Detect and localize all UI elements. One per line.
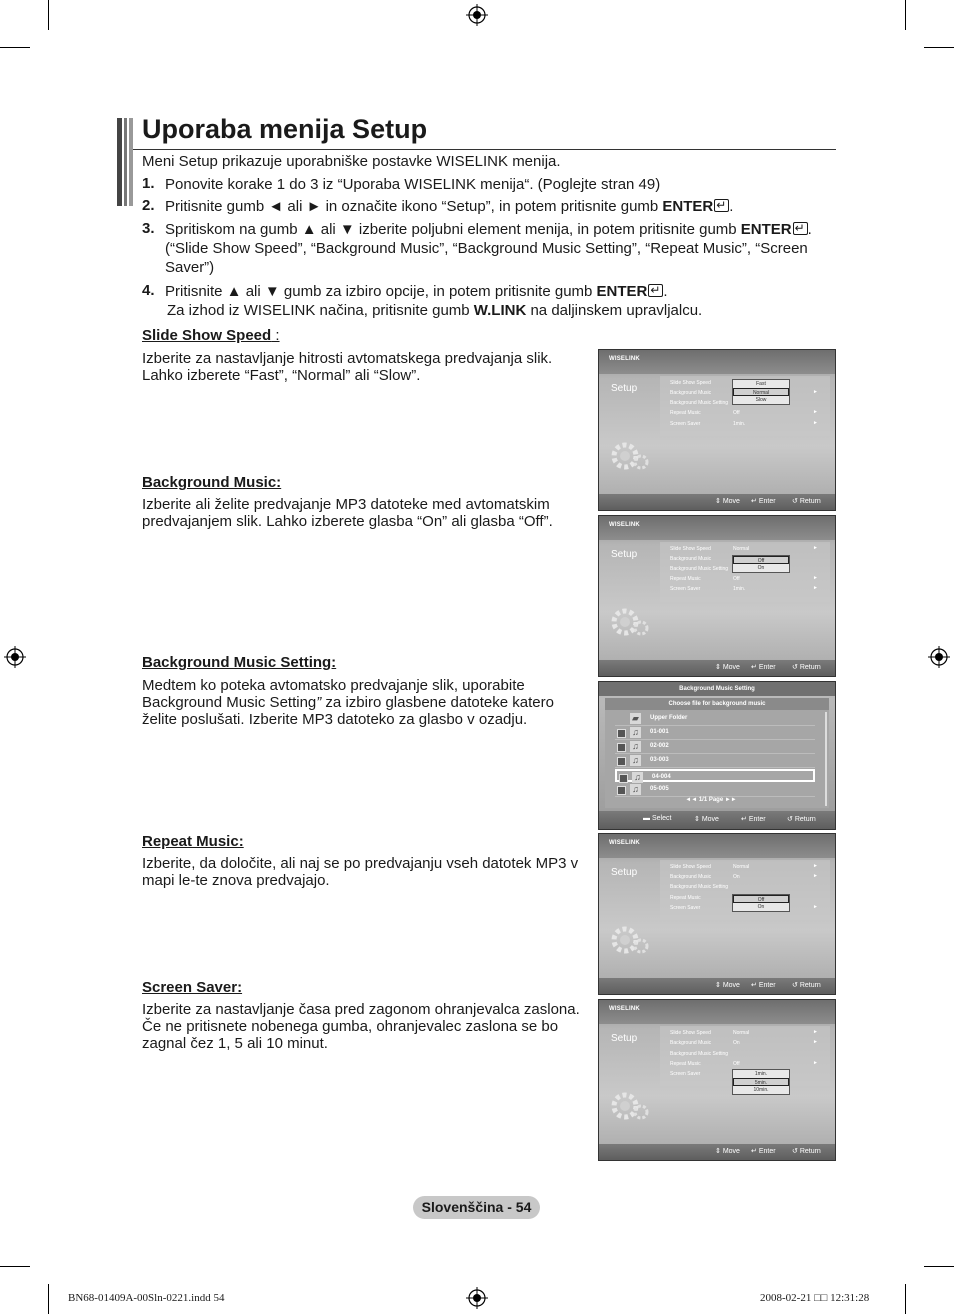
step-text-line: (“Slide Show Speed”, “Background Music”, “Background Music Setting”, “Repeat Music”, “Screen bbox=[165, 240, 808, 257]
file-name: 04-004 bbox=[652, 774, 671, 780]
enter-label: Enter bbox=[748, 816, 766, 823]
crop-mark bbox=[905, 0, 906, 30]
osd-option-selected[interactable]: Normal bbox=[733, 388, 789, 396]
list-item[interactable] bbox=[615, 740, 815, 754]
osd-bottom-bar bbox=[599, 978, 835, 994]
section-text: Izberite za nastavljanje časa pred zagonom ohranjevalca zaslona. Če ne pritisnete nobenega gumba, ohranjevalec zaslona se bo zagnal čez 1, 5 ali 10 minut. bbox=[142, 1001, 580, 1052]
return-label: Return bbox=[799, 1148, 821, 1155]
chevron-right-icon: ► bbox=[813, 1029, 818, 1035]
osd-row[interactable] bbox=[670, 1040, 820, 1048]
osd-option-selected[interactable]: Off bbox=[733, 556, 789, 564]
music-note-icon: ♫ bbox=[630, 741, 641, 752]
intro-text: Meni Setup prikazuje uporabniške postavke WISELINK menija. bbox=[142, 153, 561, 170]
enter-hint: ↵ Enter bbox=[751, 498, 776, 505]
section-heading-slide-show-speed bbox=[142, 327, 280, 344]
return-label: Return bbox=[799, 982, 821, 989]
osd-row-value: Off bbox=[733, 1061, 740, 1067]
enter-hint: ↵ Enter bbox=[751, 982, 776, 989]
browser-title: Background Music Setting bbox=[599, 682, 835, 696]
osd-top-bar bbox=[599, 350, 835, 374]
osd-row[interactable] bbox=[670, 1030, 820, 1038]
osd-screen-slide-show-speed bbox=[598, 349, 836, 511]
wiselink-logo: WISELINK bbox=[609, 1006, 640, 1012]
enter-hint: ↵ Enter bbox=[741, 816, 766, 823]
crop-mark bbox=[0, 1266, 30, 1267]
chevron-right-icon: ► bbox=[813, 873, 818, 879]
enter-label: ENTER bbox=[740, 221, 792, 238]
checkbox[interactable] bbox=[617, 786, 626, 795]
step-text-part: Za izhod iz WISELINK načina, pritisnite gumb bbox=[167, 302, 474, 319]
move-label: Move bbox=[722, 664, 740, 671]
osd-row-label: Repeat Music bbox=[670, 576, 701, 582]
step-number: 4. bbox=[142, 282, 155, 299]
osd-row-label: Screen Saver bbox=[670, 586, 701, 592]
step-text bbox=[165, 220, 812, 239]
osd-row-value: Off bbox=[733, 576, 740, 582]
title-bars bbox=[117, 118, 133, 206]
osd-row-label: Background Music Setting bbox=[670, 1051, 729, 1057]
wiselink-logo: WISELINK bbox=[609, 522, 640, 528]
file-list bbox=[605, 710, 829, 808]
chevron-right-icon: ► bbox=[813, 1039, 818, 1045]
osd-bottom-bar bbox=[599, 660, 835, 676]
return-label: Return bbox=[799, 664, 821, 671]
osd-bottom-bar bbox=[599, 811, 835, 829]
chevron-right-icon: ► bbox=[813, 409, 818, 415]
osd-row[interactable] bbox=[670, 546, 820, 554]
step-text-part: . bbox=[663, 283, 668, 300]
chevron-right-icon: ► bbox=[813, 1060, 818, 1066]
browser-subtitle: Choose file for background music bbox=[605, 698, 829, 710]
select-hint: ▬ Select bbox=[643, 815, 672, 822]
crop-mark bbox=[924, 1266, 954, 1267]
osd-setup-label: Setup bbox=[611, 549, 638, 560]
osd-bottom-bar bbox=[599, 1144, 835, 1160]
wiselink-logo: WISELINK bbox=[609, 840, 640, 846]
return-hint: ↺ Return bbox=[787, 816, 816, 823]
osd-option[interactable]: On bbox=[757, 565, 765, 571]
file-name: 02-002 bbox=[650, 743, 669, 749]
enter-label: Enter bbox=[758, 664, 776, 671]
checkbox[interactable] bbox=[619, 774, 628, 783]
section-text: Izberite, da določite, ali naj se po predvajanju vseh datotek MP3 v mapi le-te znova predvajajo. bbox=[142, 855, 579, 889]
gear-icon bbox=[609, 604, 655, 650]
return-label: Return bbox=[794, 816, 816, 823]
step-number: 2. bbox=[142, 197, 155, 214]
return-hint: ↺ Return bbox=[792, 664, 821, 671]
enter-icon bbox=[793, 222, 808, 235]
enter-icon bbox=[648, 284, 663, 297]
osd-row-value: Off bbox=[733, 410, 740, 416]
folder-icon: ▰ bbox=[630, 713, 641, 724]
osd-row-label: Repeat Music bbox=[670, 410, 701, 416]
return-hint: ↺ Return bbox=[792, 498, 821, 505]
step-number: 1. bbox=[142, 175, 155, 192]
enter-label: ENTER bbox=[596, 283, 648, 300]
osd-row[interactable] bbox=[670, 874, 820, 882]
move-hint: ⇕ Move bbox=[694, 816, 719, 823]
registration-mark-icon bbox=[466, 1287, 488, 1309]
osd-option-selected[interactable]: 5min. bbox=[733, 1078, 789, 1086]
osd-option[interactable]: Slow bbox=[755, 397, 767, 403]
section-heading-background-music-setting: Background Music Setting: bbox=[142, 654, 337, 671]
osd-row-label: Slide Show Speed bbox=[670, 1030, 711, 1036]
osd-row-label: Background Music bbox=[670, 874, 712, 880]
checkbox[interactable] bbox=[617, 743, 626, 752]
osd-row-label: Screen Saver bbox=[670, 905, 701, 911]
registration-mark-icon bbox=[466, 4, 488, 26]
osd-option[interactable]: Fast bbox=[756, 381, 766, 387]
section-heading-suffix: : bbox=[271, 327, 280, 344]
osd-option-selected[interactable]: Off bbox=[733, 895, 789, 903]
step-text-line: Saver”) bbox=[165, 259, 215, 276]
file-name: 03-003 bbox=[650, 757, 669, 763]
step-number: 3. bbox=[142, 220, 155, 237]
wiselink-logo: WISELINK bbox=[609, 356, 640, 362]
osd-row-label: Screen Saver bbox=[670, 1071, 701, 1077]
step-text-part: Pritisnite ▲ ali ▼ gumb za izbiro opcije, in potem pritisnite gumb bbox=[165, 283, 597, 300]
osd-screen-repeat-music bbox=[598, 833, 836, 995]
chevron-right-icon: ► bbox=[813, 545, 818, 551]
osd-row-label: Screen Saver bbox=[670, 421, 701, 427]
step-text bbox=[165, 282, 668, 301]
osd-row[interactable] bbox=[670, 576, 820, 584]
section-text-part: Medtem ko poteka avtomatsko predvajanje slik, uporabite Background Music Setting bbox=[142, 677, 525, 711]
step-text-part: Pritisnite gumb ◄ ali ► in označite ikono “Setup”, in potem pritisnite gumb bbox=[165, 198, 663, 215]
move-hint: ⇕ Move bbox=[715, 1148, 740, 1155]
checkbox[interactable] bbox=[617, 757, 626, 766]
section-text: Izberite za nastavljanje hitrosti avtomatskega predvajanja slik. Lahko izberete “Fast”, “Normal” ali “Slow”. bbox=[142, 350, 553, 384]
list-item[interactable] bbox=[615, 726, 815, 740]
osd-option-popup bbox=[732, 894, 790, 912]
crop-mark bbox=[48, 0, 49, 30]
osd-row-label: Slide Show Speed bbox=[670, 380, 711, 386]
osd-row-label: Background Music bbox=[670, 1040, 712, 1046]
osd-bottom-bar bbox=[599, 494, 835, 510]
section-heading-background-music: Background Music: bbox=[142, 474, 282, 491]
section-heading-screen-saver: Screen Saver: bbox=[142, 979, 243, 996]
enter-label: ENTER bbox=[662, 198, 714, 215]
page-number: Slovenščina - 54 bbox=[413, 1196, 540, 1219]
osd-top-bar bbox=[599, 1000, 835, 1024]
chevron-right-icon: ► bbox=[813, 863, 818, 869]
list-item[interactable] bbox=[615, 783, 815, 797]
osd-row-value: 1min. bbox=[733, 586, 746, 592]
chevron-right-icon: ► bbox=[813, 585, 818, 591]
osd-row[interactable] bbox=[670, 1051, 820, 1059]
osd-row-label: Background Music bbox=[670, 390, 712, 396]
gear-icon bbox=[609, 1088, 655, 1134]
checkbox[interactable] bbox=[617, 729, 626, 738]
enter-label: Enter bbox=[758, 498, 776, 505]
osd-row[interactable] bbox=[670, 864, 820, 872]
section-heading-label: Slide Show Speed bbox=[142, 327, 272, 344]
list-item-selected[interactable] bbox=[615, 769, 815, 782]
music-note-icon: ♫ bbox=[630, 755, 641, 766]
osd-row-label: Background Music bbox=[670, 556, 712, 562]
file-name: Upper Folder bbox=[650, 715, 688, 721]
osd-option-popup bbox=[732, 379, 790, 405]
section-heading-repeat-music: Repeat Music: bbox=[142, 833, 244, 850]
enter-icon bbox=[714, 199, 729, 212]
osd-row[interactable] bbox=[670, 421, 820, 429]
osd-row-value: Normal bbox=[733, 546, 750, 552]
enter-hint: ↵ Enter bbox=[751, 664, 776, 671]
osd-screen-screen-saver bbox=[598, 999, 836, 1161]
step-text-part: . bbox=[807, 221, 812, 238]
osd-row-value: 1min. bbox=[733, 421, 746, 427]
osd-row[interactable] bbox=[670, 586, 820, 594]
osd-row[interactable] bbox=[670, 410, 820, 418]
osd-screen-background-music bbox=[598, 515, 836, 677]
file-name: 01-001 bbox=[650, 729, 669, 735]
section-text bbox=[142, 677, 592, 728]
osd-setup-label: Setup bbox=[611, 1033, 638, 1044]
enter-label: Enter bbox=[758, 982, 776, 989]
osd-row-label: Repeat Music bbox=[670, 895, 701, 901]
title-rule bbox=[133, 149, 836, 150]
step-text: Ponovite korake 1 do 3 iz “Uporaba WISELINK menija“. (Poglejte stran 49) bbox=[165, 176, 661, 193]
chevron-right-icon: ► bbox=[813, 904, 818, 910]
move-hint: ⇕ Move bbox=[715, 498, 740, 505]
section-text-quote: ” bbox=[316, 694, 322, 711]
crop-mark bbox=[0, 47, 30, 48]
page-title: Uporaba menija Setup bbox=[142, 114, 428, 144]
osd-row-label: Slide Show Speed bbox=[670, 864, 711, 870]
return-hint: ↺ Return bbox=[792, 982, 821, 989]
crop-mark bbox=[924, 47, 954, 48]
section-text: Izberite ali želite predvajanje MP3 datoteke med avtomatskim predvajanjem slik. Lahko izberete glasba “On” ali glasba “Off”. bbox=[142, 496, 553, 530]
step-text-part: na daljinskem upravljalcu. bbox=[526, 302, 703, 319]
osd-row-value: On bbox=[733, 1040, 740, 1046]
move-label: Move bbox=[722, 498, 740, 505]
enter-label: Enter bbox=[758, 1148, 776, 1155]
wlink-label: W.LINK bbox=[473, 302, 527, 319]
enter-hint: ↵ Enter bbox=[751, 1148, 776, 1155]
select-label: Select bbox=[651, 815, 672, 822]
osd-setup-label: Setup bbox=[611, 383, 638, 394]
osd-row-label: Repeat Music bbox=[670, 1061, 701, 1067]
osd-row[interactable] bbox=[670, 1061, 820, 1069]
osd-row-value: On bbox=[733, 874, 740, 880]
step-text bbox=[165, 197, 733, 216]
step-text-part: . bbox=[729, 198, 734, 215]
chevron-right-icon: ► bbox=[813, 420, 818, 426]
move-label: Move bbox=[722, 1148, 740, 1155]
print-slug-left: BN68-01409A-00Sln-0221.indd 54 bbox=[68, 1292, 225, 1304]
osd-option[interactable]: On bbox=[757, 904, 765, 910]
gear-icon bbox=[609, 922, 655, 968]
crop-mark bbox=[905, 1284, 906, 1314]
osd-option[interactable]: 10min. bbox=[753, 1087, 769, 1093]
section-text-part: za izbiro glasbene datoteke katero želite poslušati. Izberite MP3 datoteko za glasbo v ozadju. bbox=[142, 694, 554, 728]
osd-row[interactable] bbox=[670, 884, 820, 892]
registration-mark-icon bbox=[928, 646, 950, 668]
music-note-icon: ♫ bbox=[630, 784, 641, 795]
chevron-right-icon: ► bbox=[813, 389, 818, 395]
osd-screen-background-music-setting bbox=[598, 681, 836, 830]
osd-option-popup bbox=[732, 555, 790, 573]
osd-row-value: Normal bbox=[733, 864, 750, 870]
print-slug-right: 2008-02-21 □□ 12:31:28 bbox=[760, 1292, 870, 1304]
move-label: Move bbox=[701, 816, 719, 823]
crop-mark bbox=[48, 1284, 49, 1314]
move-hint: ⇕ Move bbox=[715, 664, 740, 671]
osd-option-popup bbox=[732, 1069, 790, 1095]
osd-option[interactable]: 1min. bbox=[754, 1071, 768, 1077]
music-note-icon: ♫ bbox=[630, 727, 641, 738]
osd-setup-label: Setup bbox=[611, 867, 638, 878]
return-label: Return bbox=[799, 498, 821, 505]
osd-row-label: Background Music Setting bbox=[670, 884, 729, 890]
move-label: Move bbox=[722, 982, 740, 989]
file-name: 05-005 bbox=[650, 786, 669, 792]
music-note-icon: ♫ bbox=[632, 772, 643, 783]
list-item-upper-folder[interactable] bbox=[615, 712, 815, 726]
osd-row-label: Background Music Setting bbox=[670, 566, 729, 572]
gear-icon bbox=[609, 438, 655, 484]
osd-row-label: Background Music Setting bbox=[670, 400, 729, 406]
scrollbar[interactable] bbox=[825, 712, 827, 806]
page-indicator: ◄◄ 1/1 Page ►► bbox=[685, 797, 737, 803]
list-item[interactable] bbox=[615, 754, 815, 768]
osd-top-bar bbox=[599, 834, 835, 858]
osd-top-bar bbox=[599, 516, 835, 540]
chevron-right-icon: ► bbox=[813, 575, 818, 581]
osd-row-label: Slide Show Speed bbox=[670, 546, 711, 552]
move-hint: ⇕ Move bbox=[715, 982, 740, 989]
step-text-line bbox=[167, 301, 702, 320]
step-text-part: Spritiskom na gumb ▲ ali ▼ izberite poljubni element menija, in potem pritisnite gumb bbox=[165, 221, 741, 238]
return-hint: ↺ Return bbox=[792, 1148, 821, 1155]
registration-mark-icon bbox=[4, 646, 26, 668]
osd-row-value: Normal bbox=[733, 1030, 750, 1036]
